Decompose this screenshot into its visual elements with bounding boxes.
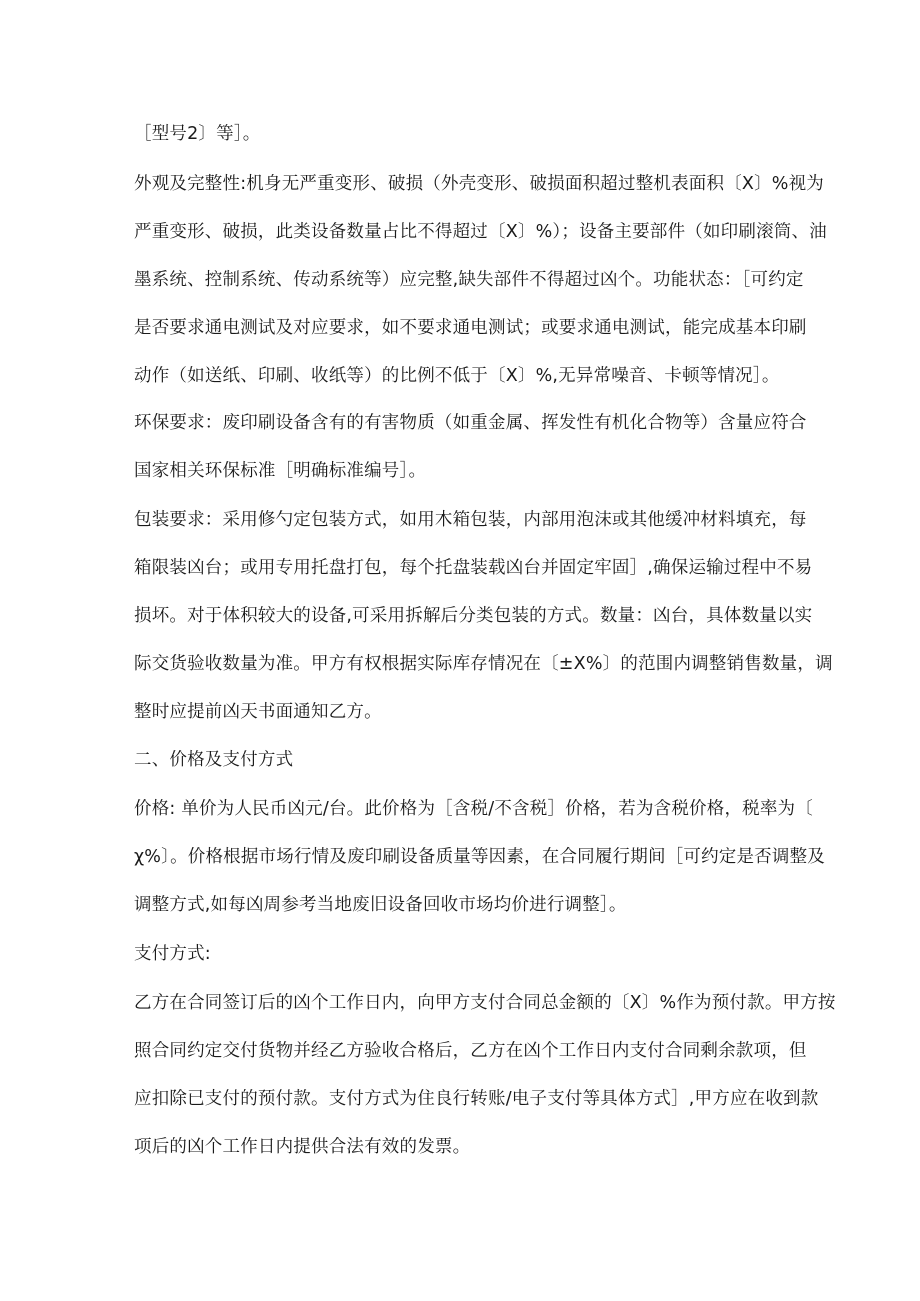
text-line-17: 调整方式,如每凶周参考当地废旧设备回收市场均价进行调整］。 bbox=[134, 895, 627, 915]
text-line-15: 价格: 单价为人民币凶元/台。此价格为［含税/不含税］价格，若为含税价格，税率为〔 bbox=[134, 799, 813, 819]
text-line-13: 整时应提前凶天书面通知乙方。 bbox=[134, 702, 382, 722]
text-line-12: 际交货验收数量为准。甲方有权根据实际库存情况在〔±X%〕的范围内调整销售数量，调 bbox=[134, 654, 833, 674]
text-line-6: 动作（如送纸、印刷、收纸等）的比例不低于〔X〕%,无异常噪音、卡顿等情况］。 bbox=[134, 366, 780, 386]
text-line-5: 是否要求通电测试及对应要求，如不要求通电测试；或要求通电测试，能完成基本印刷 bbox=[134, 318, 807, 338]
text-line-1: ［型号2〕等］。 bbox=[134, 124, 261, 144]
text-line-11: 损坏。对于体积较大的设备,可采用拆解后分类包装的方式。数量：凶台，具体数量以实 bbox=[134, 606, 813, 626]
text-line-3: 严重变形、破损，此类设备数量占比不得超过〔X〕%）；设备主要部件（如印刷滚筒、油 bbox=[134, 222, 827, 242]
text-line-20: 照合同约定交付货物并经乙方验收合格后，乙方在凶个工作日内支付合同剩余款项，但 bbox=[134, 1041, 807, 1061]
section-heading-price-payment: 二、价格及支付方式 bbox=[134, 750, 294, 770]
payment-method-label: 支付方式: bbox=[134, 944, 211, 964]
text-line-10: 箱限装凶台；或用专用托盘打包，每个托盘装载凶台并固定牢固］,确保运输过程中不易 bbox=[134, 558, 813, 578]
text-line-19: 乙方在合同签订后的凶个工作日内，向甲方支付合同总金额的〔X〕%作为预付款。甲方按 bbox=[134, 993, 836, 1013]
text-line-22: 项后的凶个工作日内提供合法有效的发票。 bbox=[134, 1137, 471, 1157]
text-line-4: 墨系统、控制系统、传动系统等）应完整,缺失部件不得超过凶个。功能状态：［可约定 bbox=[134, 270, 804, 290]
text-line-9: 包装要求：采用修勺定包装方式，如用木箱包装，内部用泡沫或其他缓冲材料填充，每 bbox=[134, 510, 807, 530]
text-line-7: 环保要求：废印刷设备含有的有害物质（如重金属、挥发性有机化合物等）含量应符合 bbox=[134, 413, 807, 433]
text-line-2: 外观及完整性:机身无严重变形、破损（外壳变形、破损面积超过整机表面积〔X〕%视为 bbox=[134, 174, 825, 194]
text-line-8: 国家相关环保标准［明确标准编号］。 bbox=[134, 461, 427, 481]
text-line-21: 应扣除已支付的预付款。支付方式为住良行转账/电子支付等具体方式］,甲方应在收到款 bbox=[134, 1089, 819, 1109]
text-line-16: χ%〕。价格根据市场行情及废印刷设备质量等因素，在合同履行期间［可约定是否调整及 bbox=[134, 847, 825, 867]
